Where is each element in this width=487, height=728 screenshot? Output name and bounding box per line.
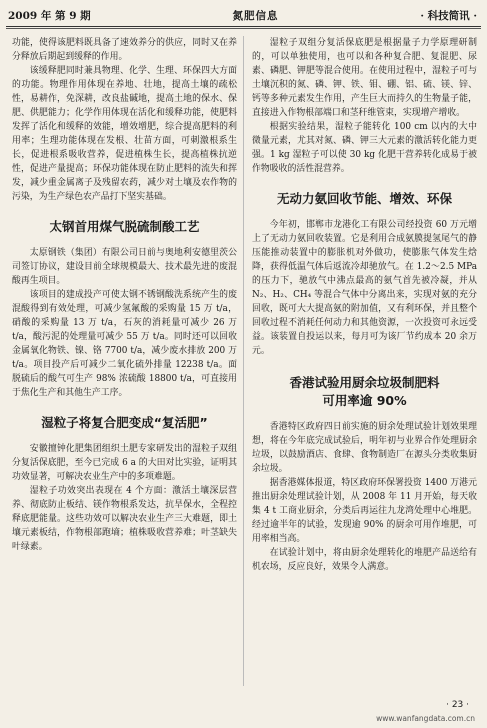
article-paragraph: 根据实验结果，湿粒子能转化 100 cm 以内的大中微量元素，尤其对氮、磷、钾三大元素的激活转化能力更强。1 kg 湿粒子可以使 30 kg 化肥干营养转化成易于被作物吸收的活性混营养。 [252,122,477,174]
column-divider [243,36,244,686]
article-paragraph: 该项目的建成投产可使太钢不锈钢酸洗系统产生的废混酸得到有效处理，可减少氢氟酸的采购量 15 万 t/a，硝酸的采购量 13 万 t/a，石灰的消耗量可减少 26 万 t/a，酸污泥的处理量可减少 55 万 t/a。同时还可以回收金属氧化物铁、镍、铬 7700 t/a，减少废水排放 200 万 t/a。项目投产后可减少二氧化硫外排量 12238 t/a。面脱硫后的酸气可生产 98% 浓硫酸 18800 t/a，可直接用于焦化生产和其他生产工序。 [12,290,237,398]
article-title-hongkong-line2: 可用率逾 90% [322,393,407,408]
article-paragraph: 湿粒子功效突出表现在 4 个方面：激活土壤深层营养、彻底防止板结、镁作物根系发达，抗旱保水，全程控释底肥能量。这些功效可以解决农业生产三大难题，即土壤元素板结，作物根部跑墒；植株吸收营养难；叶茎缺失叶绿素。 [12,486,237,552]
journal-title: 氮肥信息 [232,9,279,22]
page-number: · 23 · [446,700,469,710]
article-title-shilizi: 湿粒子将复合肥变成“复活肥” [41,415,208,430]
header-rule [6,28,481,29]
issue-label: 2009 年 第 9 期 [8,9,91,22]
left-column [12,36,237,554]
article-title-ammonia-recovery: 无动力氨回收节能、增效、环保 [276,191,452,206]
article-paragraph: 安徽擅钟化肥集团组织土肥专家研发出的湿粒子双组分复活保底肥，至今已完成 6 a 的大田对比实验，证明其功效显著，可解决农业生产中的多项难题。 [12,444,237,482]
article-title-hongkong-line1: 香港试验用厨余垃圾制肥料 [289,375,440,390]
article-title-taigang: 太钢首用煤气脱硫制酸工艺 [49,219,200,234]
right-column [252,36,477,574]
article-paragraph: 湿粒子双组分复活保底肥是根据量子力学原理研制的，可以单独使用，也可以和各种复合肥、复混肥、尿素、磷肥、钾肥等混合使用。在使用过程中，湿粒子可与土壤沉积的氮、磷、钾、铁、钼、硼、铝、硫、镁、锌、钙等多种元素发生作用，产生巨大而持久的生物量子能，直接进入作物根部端口和茎秆维管束，实现增产增收。 [252,38,477,118]
section-label: · 科技简讯 · [420,9,477,22]
page-header [6,4,481,27]
article-paragraph: 在试验计划中，将由厨余处理转化的堆肥产品送给有机农场，反应良好，效果令人满意。 [252,548,477,572]
article-paragraph: 该缓释肥同时兼具物理、化学、生理、环保四大方面的功能。物理作用体现在养地、壮地，提高土壤的疏松性，易耕作，免深耕，改良盐碱地，提高土地的保水、保肥、供肥能力；化学作用体现在活化和缓释功能，使肥料发挥了活化和缓释的效能，增效增肥，综合提高肥料的利用率；生理功能体现在发根、壮苗方面，可刺激根系生长，促进根系吸收营养，促进植株生长，提高植株抗逆性，促进产量提高；环保功能体现在防止肥料的流失和挥发，减少重金属离子及残留农药，减少对土壤及农作物的污染，为生产绿色农产品打下坚实基础。 [12,66,237,202]
article-paragraph: 据香港媒体报道，特区政府环保署投资 1400 万港元推出厨余处理试验计划，从 2008 年 11 月开始，每天收集 4 t 工商业厨余，分类后再运往九龙湾处理中心堆肥。经过逾半年的试验，发现逾 90% 的厨余可用作堆肥，可用率相当高。 [252,478,477,544]
article-paragraph: 太原钢铁（集团）有限公司日前与奥地利安德里茨公司签订协议，建设目前全球规模最大、技术最先进的废混酸再生项目。 [12,248,237,286]
article-paragraph: 今年初，邯郸市龙港化工有限公司经投资 60 万元增上了无动力氨回收装置。它是利用合成氨膜提氢尾气的静压能推动装置中的膨胀机对外做功，使膨胀气体发生焓降，获得低温气体后返流冷却驰放气。在 1.2～2.5 MPa 的压力下，驰放气中沸点最高的氨气首先被冷凝，并从 N₂、H₂、CH₄ 等混合气体中分离出来，实现对氨的充分回收，既可大大提高氨的附加值，又有利环保，并且整个回收过程不消耗任何动力和其他资源，一次投资可永远受益。该装置自投运以来，每月可为该厂节约成本 20 余万元。 [252,220,477,356]
article-continuation-paragraph: 功能，使得该肥料既具备了速效养分的供应，同时又在养分释放后期起到缓释的作用。 [12,38,237,62]
watermark-url: www.wanfangdata.com.cn [376,714,475,723]
article-paragraph: 香港特区政府四日前实施的厨余处理试验计划效果理想，将在今年底完成试验后，明年初与业界合作处理厨余垃圾，以鼓励酒店、食肆、食物制造厂在源头分类收集厨余垃圾。 [252,422,477,474]
